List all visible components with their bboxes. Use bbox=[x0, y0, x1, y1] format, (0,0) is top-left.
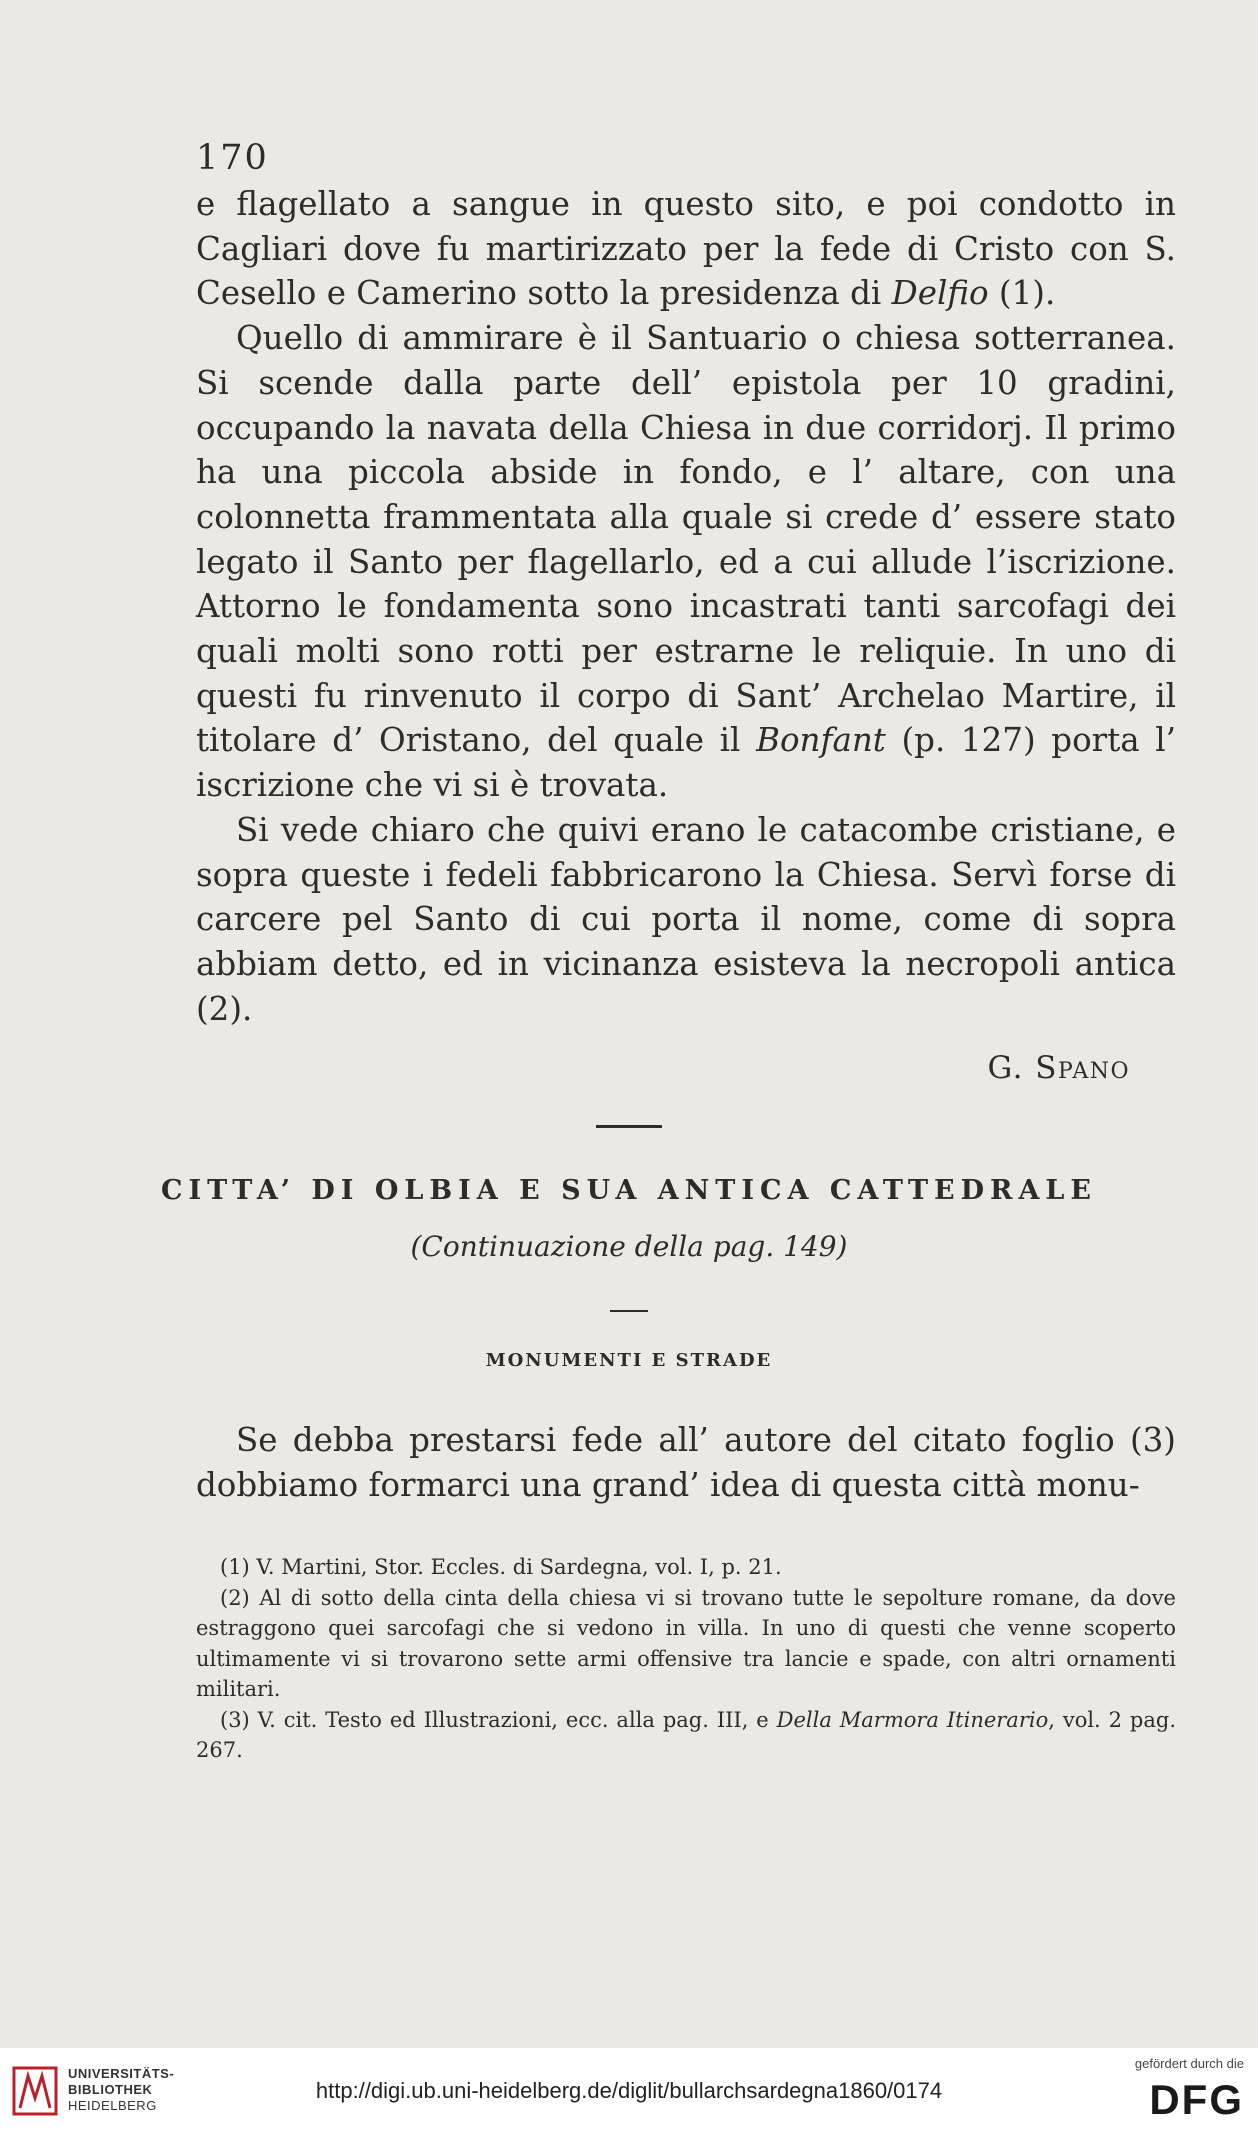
section-heading: MONUMENTI E STRADE bbox=[485, 1350, 773, 1371]
author-signature: G. Spano bbox=[987, 1050, 1130, 1086]
text-run: (3) V. cit. Testo ed Illustrazioni, ecc. alla pag. III, e bbox=[220, 1707, 777, 1732]
text-run: e flagellato a sangue in questo sito, e poi condotto in Cagliari dove fu martirizzato per la fede di Cristo con S. Cesello e Camerino sotto la presidenza di bbox=[196, 185, 1176, 313]
footer-bar bbox=[0, 2048, 1258, 2135]
footnote bbox=[196, 1705, 1176, 1766]
paragraph bbox=[196, 182, 1176, 316]
footnote bbox=[196, 1583, 1176, 1705]
library-name-line: HEIDELBERG bbox=[68, 2098, 157, 2113]
paragraph bbox=[196, 316, 1176, 808]
text-run: (2) Al di sotto della cinta della chiesa vi si trovano tutte le sepolture romane, da dove estraggono quei sarcofagi che si vedono in villa. In uno di questi che venne scoperto ultimamente vi si trovarono sette armi offensive tra lancie e spade, con altri ornamenti militari. bbox=[196, 1585, 1176, 1701]
dfg-logo: DFG bbox=[1149, 2076, 1244, 2123]
footnote bbox=[196, 1552, 1176, 1583]
funder-label: gefördert durch die bbox=[1134, 2056, 1244, 2071]
text-run: (1). bbox=[988, 274, 1056, 313]
italic-text: Della Marmora Itinerario bbox=[776, 1707, 1049, 1732]
text-run: Si vede chiaro che quivi erano le catacombe cristiane, e sopra queste i fedeli fabbricarono la Chiesa. Servì forse di carcere pel Santo di cui porta il nome, come di sopra abbiam detto, ed in vicinanza esisteva la necropoli antica (2). bbox=[196, 810, 1176, 1028]
separator-rule-short bbox=[610, 1310, 648, 1312]
library-name-line: BIBLIOTHEK bbox=[68, 2082, 153, 2097]
document-url-link[interactable]: http://digi.ub.uni-heidelberg.de/diglit/bullarchsardegna1860/0174 bbox=[315, 2078, 943, 2103]
footnotes bbox=[196, 1552, 1176, 1766]
library-name-line: UNIVERSITÄTS- bbox=[68, 2066, 175, 2081]
main-text bbox=[196, 182, 1176, 1031]
separator-rule bbox=[596, 1125, 662, 1128]
italic-text: Delfio bbox=[891, 274, 989, 313]
italic-text: Bonfant bbox=[756, 721, 886, 760]
article-title: CITTA’ DI OLBIA E SUA ANTICA CATTEDRALE bbox=[160, 1175, 1097, 1206]
page-number: 170 bbox=[196, 138, 269, 178]
text-run: Quello di ammirare è il Santuario o chiesa sotterranea. Si scende dalla parte dell’ epistola per 10 gradini, occupando la navata della Chiesa in due corridorj. Il primo ha una piccola abside in fondo, e l’ altare, con una colonnetta frammentata alla quale si crede d’ essere stato legato il Santo per flagellarlo, ed a cui allude l’iscrizione. Attorno le fondamenta sono incastrati tanti sarcofagi dei quali molti sono rotti per estrarne le reliquie. In uno di questi fu rinvenuto il corpo di Sant’ Archelao Martire, il titolare d’ Oristano, del quale il bbox=[196, 319, 1176, 760]
section-text bbox=[196, 1418, 1176, 1507]
continuation-note: (Continuazione della pag. 149) bbox=[410, 1230, 848, 1263]
text-run: (p. 127) porta l’ iscrizione che vi si è trovata. bbox=[196, 721, 1176, 805]
section-paragraph: Se debba prestarsi fede all’ autore del citato foglio (3) dobbiamo formarci una grand’ idea di questa città monu- bbox=[196, 1421, 1176, 1504]
text-run: (1) V. Martini, Stor. Eccles. di Sardegna, vol. I, p. 21. bbox=[220, 1555, 782, 1579]
paragraph bbox=[196, 808, 1176, 1032]
text-run: , vol. 2 pag. 267. bbox=[196, 1707, 1176, 1762]
